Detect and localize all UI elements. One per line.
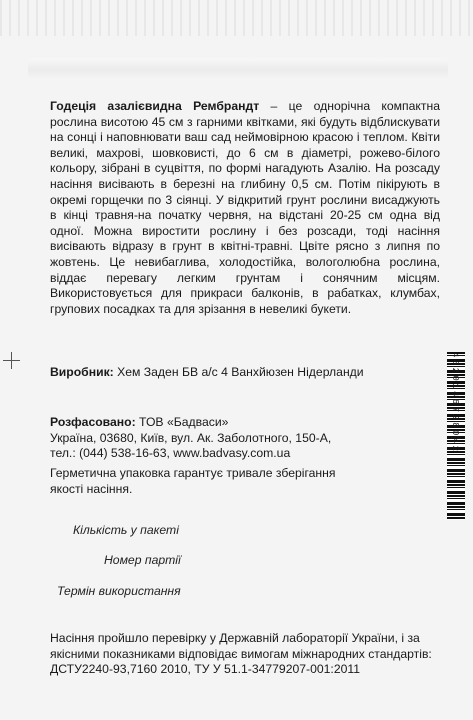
heat-seal-strip [28, 58, 448, 80]
packer-address: Україна, 03680, Київ, вул. Ак. Заболотного, 150-А, [50, 430, 332, 445]
description-text: – це однорічна компактна рослина висотою 45 см з гарними квітками, які будуть відблискувати на сонці і наповнювати ваш сад неймовірною красою і теплом. Квіти великі, махрові, шовковисті, до 6 см в діаметрі, рожево-білого кольору, зібрані в суцвіття, по формі нагадують Азалію. На розсаду насіння висівають в березні на глибину 0,5 см. Потім пікірують в окремі горщечки по 3 сіянці. У відкритий грунт рослини висаджують в кінці травня-на початку червня, на відстані 20-25 см одна від одної. Можна виростити рослину і без розсади, тоді насіння висівають відразу в грунт в квітні-травні. Цвіте рясно з липня по жовтень. Це невибаглива, холодостійка, вологолюбна рослина, віддає перевагу легким грунтам і сонячним місцям. Використовується для прикраси балконів, в рабатках, клумбах, групових посадках та для зрізання в невеликі букети. [50, 99, 440, 316]
quantity-field: Кількість у пакеті [73, 523, 179, 537]
packer-contacts: тел.: (044) 538-16-63, www.badvasy.com.ua [50, 446, 291, 461]
manufacturer-text: Хем Заден БВ а/с 4 Ванхйюзен Нідерланди [117, 365, 364, 379]
expiry-field: Термін використання [57, 584, 181, 598]
packer-block [50, 415, 390, 462]
perforated-seal-top [0, 0, 473, 36]
plant-name: Годеція азалієвидна Рембрандт [50, 99, 260, 113]
registration-mark-icon [3, 352, 20, 369]
batch-field: Номер партії [104, 553, 181, 567]
certification-note: Насіння пройшло перевірку у Державній лабораторії України, і за якісними показниками відповідає вимогам міжнародних стандартів: ДСТУ2240-93,7160 2010, ТУ У 51.1-34779207-001:2011 [50, 631, 432, 677]
packer-company: ТОВ «Бадваси» [139, 415, 229, 429]
packer-label: Розфасовано: [50, 415, 136, 429]
storage-note: Герметична упаковка гарантує тривале зберігання якості насіння. [50, 466, 336, 496]
manufacturer-label: Виробник: [50, 365, 114, 379]
manufacturer-block [50, 365, 390, 381]
barcode-number: 4820146728042 [450, 352, 460, 454]
plant-description [50, 99, 440, 317]
